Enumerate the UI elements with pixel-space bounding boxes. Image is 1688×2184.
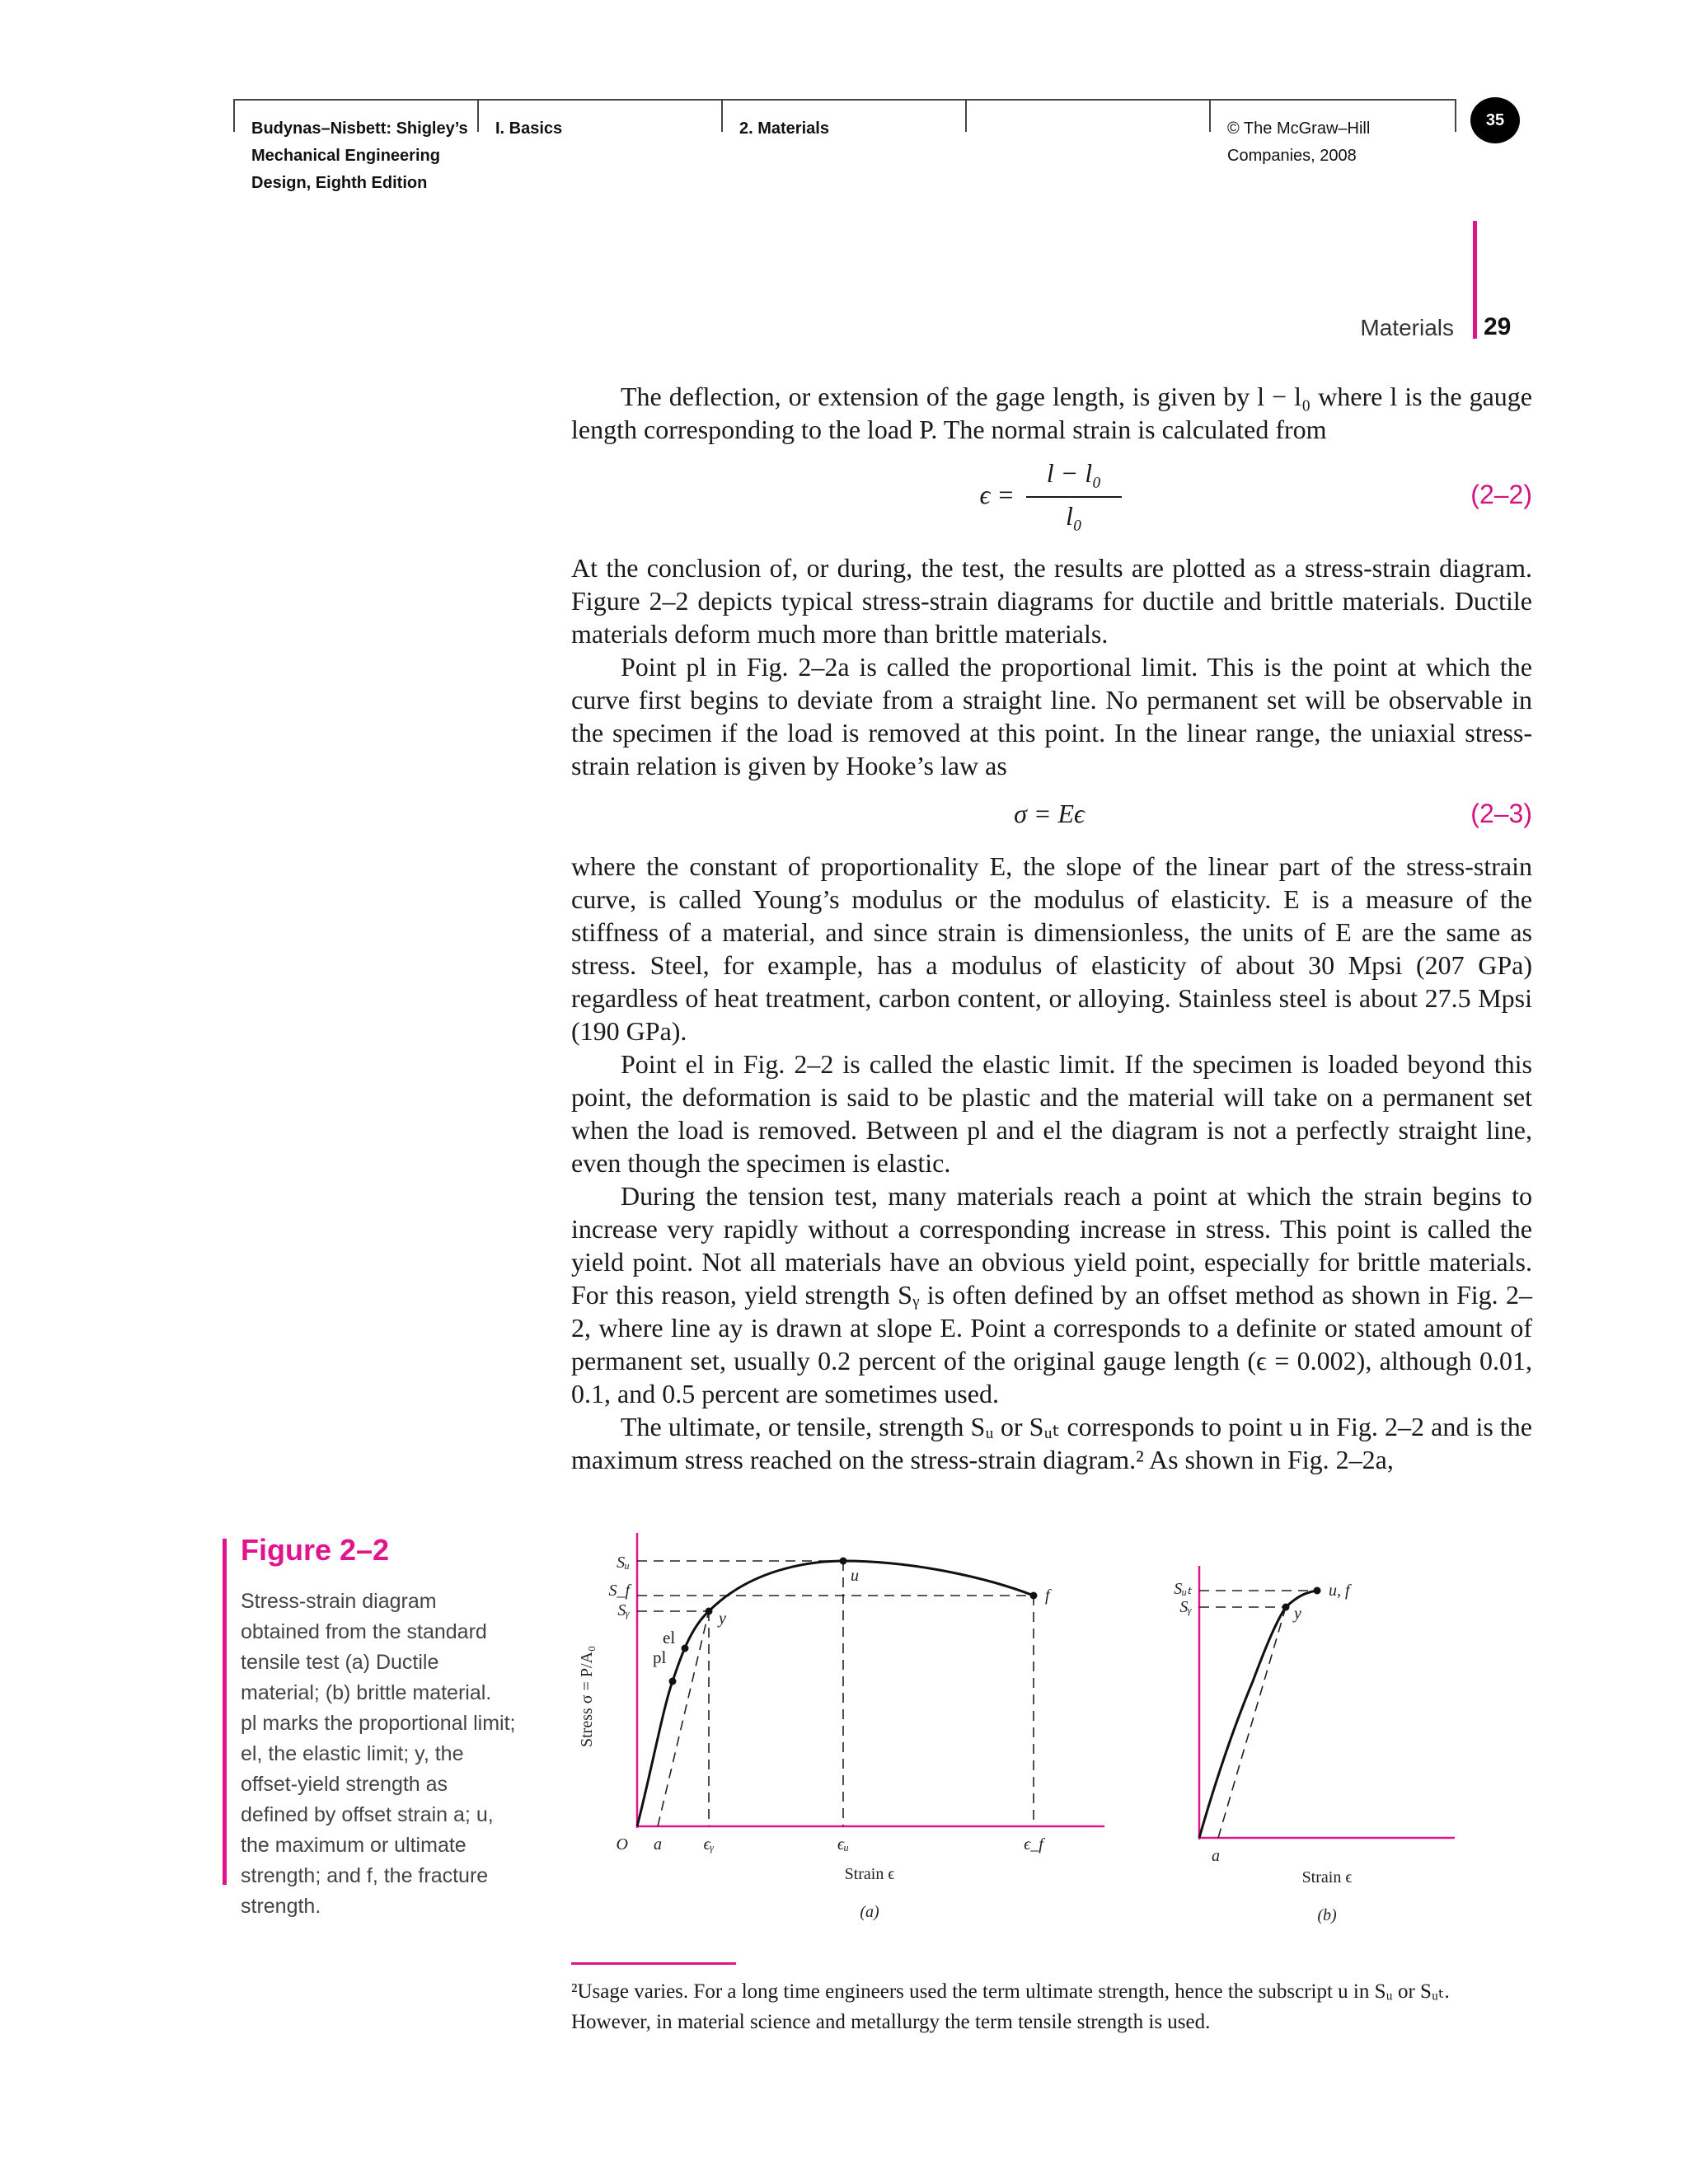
- header-copyright: © The McGraw–Hill Companies, 2008: [1227, 120, 1371, 165]
- page-header: [233, 99, 1456, 198]
- subfigure-label: (a): [860, 1903, 879, 1921]
- equation-numerator: l − l₀: [1046, 458, 1102, 488]
- point-label: u: [851, 1567, 859, 1585]
- paragraph-text: The deflection, or extension of the gage length, is given by l − l₀ where l is the gauge length corresponding to the load P. The normal strain is calculated from: [571, 382, 1532, 444]
- footnote-text: ²Usage varies. For a long time engineers used the term ultimate strength, hence the subscript u in Sᵤ or Sᵤₜ.: [571, 1980, 1450, 2003]
- figure-caption-text: pl marks the proportional limit; el, the elastic limit; y, the offset-yield strength as defined by offset strain a; u, the maximum or ultimate strength; and f, the fracture strength.: [241, 1712, 516, 1918]
- figure-caption: [241, 1586, 521, 1922]
- running-head-bar: [1473, 221, 1477, 339]
- stress-strain-curve: [637, 1561, 1034, 1826]
- paragraph: [571, 551, 1532, 782]
- figure-caption-bar: [223, 1539, 227, 1885]
- x-axis-label: Strain ϵ: [844, 1865, 895, 1883]
- figure-title: Figure 2–2: [241, 1533, 390, 1567]
- x-tick-label: ϵ_f: [1024, 1835, 1043, 1854]
- stress-strain-curve: [1199, 1591, 1317, 1838]
- point-u: [840, 1558, 847, 1565]
- origin-label: O: [616, 1835, 628, 1854]
- point-uf: [1314, 1587, 1321, 1595]
- reference-lines: [1199, 1591, 1317, 1838]
- reference-lines: [637, 1561, 1034, 1826]
- paragraph-text: During the tension test, many materials reach a point at which the strain begins to increase very rapidly without a corresponding increase in stress. This point is called the yield point. Not all materials have an obvious yield point, especially for brittle materials. For this reason, yield strength Sᵧ is often defined by an offset method as shown in Fig. 2–2, where line ay is drawn at slope E. Point a corresponds to a definite or stated amount of permanent set, usually 0.2 percent of the original gauge length (ϵ = 0.002), although 0.01, 0.1, and 0.5 percent are sometimes used.: [571, 1181, 1532, 1408]
- equation-number: (2–2): [1470, 480, 1532, 509]
- header-part: I. Basics: [495, 120, 563, 138]
- header-divider: [233, 99, 235, 132]
- point-label: y: [1294, 1605, 1301, 1623]
- equation-2-3: [571, 799, 1532, 835]
- equation-body: σ = Eϵ: [1014, 799, 1085, 828]
- footnote: [571, 1976, 1532, 2037]
- equation-number: (2–3): [1470, 799, 1532, 828]
- header-rule: [233, 99, 1456, 101]
- x-axis-label: Strain ϵ: [1301, 1868, 1353, 1886]
- y-tick-label: S_f: [608, 1582, 630, 1600]
- footnote-rule: [571, 1962, 736, 1965]
- point-y: [1282, 1604, 1290, 1611]
- point-pl: [669, 1678, 677, 1685]
- plot-a: [578, 1533, 1104, 1921]
- point-y: [706, 1608, 713, 1615]
- y-axis-label: Stress σ = P/A₀: [578, 1646, 596, 1747]
- point-label: y: [719, 1610, 726, 1628]
- paragraph-text: The ultimate, or tensile, strength Sᵤ or Sᵤₜ corresponds to point u in Fig. 2–2 and is the maximum stress reached on the stress-strain diagram.² As shown in Fig. 2–2a,: [571, 1412, 1532, 1474]
- x-tick-label: ϵᵤ: [837, 1835, 849, 1854]
- point-label: pl: [653, 1647, 667, 1667]
- page-number: 29: [1484, 313, 1512, 340]
- y-tick-label: Sᵤ: [617, 1554, 630, 1572]
- point-f: [1030, 1592, 1038, 1600]
- page-number-badge: 35: [1470, 97, 1520, 143]
- equation-denominator: l₀: [1065, 501, 1082, 531]
- x-tick-label: a: [654, 1835, 662, 1854]
- paragraph-text: Point el in Fig. 2–2 is called the elastic limit. If the specimen is loaded beyond this point, the deformation is said to be plastic and the material will take on a permanent set when the load is removed. Between pl and el the diagram is not a perfectly straight line, even though the specimen is elastic.: [571, 1049, 1532, 1178]
- stress-strain-figure: [560, 1533, 1484, 1937]
- y-tick-label: Sᵧ: [1179, 1598, 1192, 1616]
- y-tick-label: Sᵤₜ: [1174, 1580, 1192, 1598]
- header-divider: [1209, 99, 1211, 132]
- running-head-title: Materials: [1360, 315, 1454, 340]
- header-divider: [965, 99, 967, 132]
- header-divider: [477, 99, 479, 132]
- header-book-title: Budynas–Nisbett: Shigley’s Mechanical Engineering Design, Eighth Edition: [251, 120, 468, 192]
- paragraph-text: where the constant of proportionality E, the slope of the linear part of the stress-strain curve, is called Young’s modulus or the modulus of elasticity. E is a measure of the stiffness of a material, and since strain is dimensionless, the units of E are the same as stress. Steel, for example, has a modulus of elasticity of about 30 Mpsi (207 GPa) regardless of heat treatment, carbon content, or alloying. Stainless steel is about 27.5 Mpsi (190 GPa).: [571, 851, 1532, 1046]
- point-label: el: [663, 1628, 676, 1647]
- footnote-text: However, in material science and metallurgy the term tensile strength is used.: [571, 2011, 1211, 2033]
- paragraph: [571, 380, 1532, 446]
- x-tick-label: a: [1212, 1847, 1220, 1865]
- point-label: u, f: [1329, 1582, 1350, 1600]
- paragraph-text: At the conclusion of, or during, the test, the results are plotted as a stress-strain diagram. Figure 2–2 depicts typical stress-strain diagrams for ductile and brittle materials. Ductile materials deform much more than brittle materials.: [571, 553, 1532, 649]
- plot-b: [1174, 1566, 1455, 1924]
- paragraph: [571, 850, 1532, 1476]
- equation-2-2: [571, 458, 1532, 541]
- equation-lhs: ϵ =: [979, 480, 1015, 509]
- point-el: [682, 1645, 689, 1652]
- header-divider: [1455, 99, 1456, 132]
- figure-caption-text: Stress-strain diagram obtained from the standard tensile test (a) Ductile material; (b) brittle material.: [241, 1590, 492, 1704]
- header-chapter: 2. Materials: [739, 120, 829, 138]
- point-label: f: [1045, 1586, 1050, 1605]
- subfigure-label: (b): [1317, 1906, 1337, 1924]
- paragraph-text: Point pl in Fig. 2–2a is called the proportional limit. This is the point at which the curve first begins to deviate from a straight line. No permanent set will be observable in the specimen if the load is removed at this point. In the linear range, the uniaxial stress-strain relation is given by Hooke’s law as: [571, 652, 1532, 780]
- header-divider: [721, 99, 723, 132]
- fraction-bar: [1026, 496, 1122, 498]
- y-tick-label: Sᵧ: [617, 1601, 630, 1619]
- x-tick-label: ϵᵧ: [703, 1835, 715, 1854]
